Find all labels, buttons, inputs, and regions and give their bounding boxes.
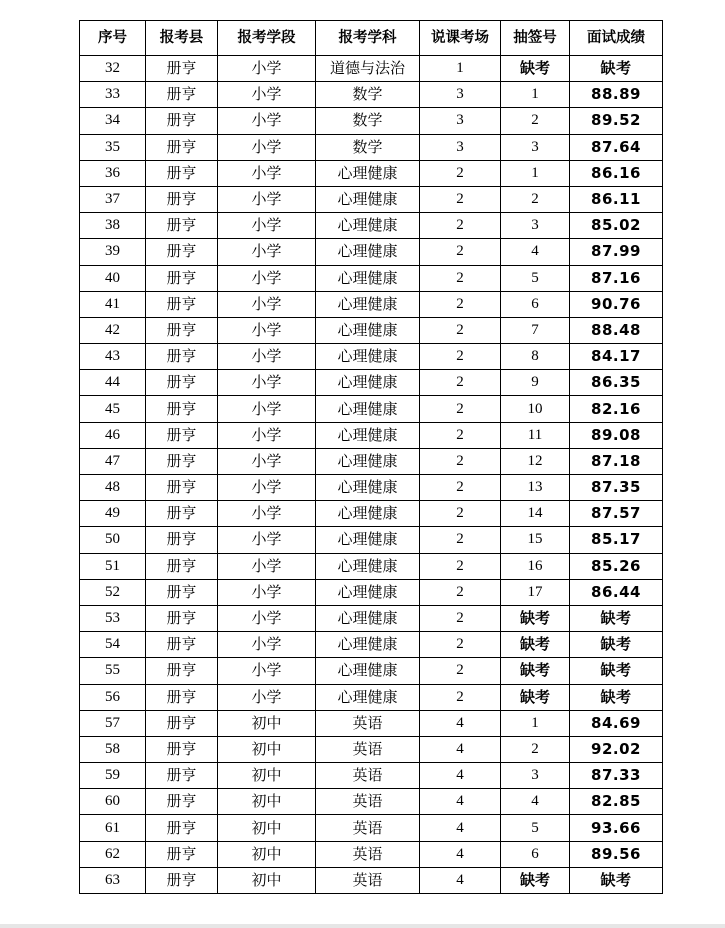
cell-score: 87.35: [570, 475, 663, 501]
cell-subject: 心理健康: [316, 422, 420, 448]
table-row: [80, 134, 663, 160]
cell-county: 册亨: [146, 108, 218, 134]
cell-county: 册亨: [146, 82, 218, 108]
cell-subject: 英语: [316, 710, 420, 736]
cell-county: 册亨: [146, 763, 218, 789]
table-row: [80, 841, 663, 867]
cell-draw-number: 13: [501, 475, 570, 501]
cell-county: 册亨: [146, 213, 218, 239]
table-row: [80, 396, 663, 422]
cell-room: 2: [420, 632, 501, 658]
cell-room: 4: [420, 710, 501, 736]
cell-stage: 初中: [218, 841, 316, 867]
table-row: [80, 736, 663, 762]
table-row: [80, 684, 663, 710]
cell-subject: 心理健康: [316, 239, 420, 265]
cell-score: 缺考: [570, 605, 663, 631]
cell-county: 册亨: [146, 501, 218, 527]
cell-room: 2: [420, 684, 501, 710]
cell-stage: 小学: [218, 344, 316, 370]
cell-county: 册亨: [146, 370, 218, 396]
cell-room: 2: [420, 605, 501, 631]
table-row: [80, 186, 663, 212]
cell-stage: 初中: [218, 736, 316, 762]
cell-room: 2: [420, 265, 501, 291]
cell-draw-number: 1: [501, 710, 570, 736]
cell-stage: 小学: [218, 56, 316, 82]
cell-stage: 初中: [218, 789, 316, 815]
cell-score: 缺考: [570, 658, 663, 684]
header-draw-number: 抽签号: [501, 21, 570, 56]
cell-room: 2: [420, 291, 501, 317]
cell-score: 93.66: [570, 815, 663, 841]
cell-stage: 小学: [218, 213, 316, 239]
cell-seq: 55: [80, 658, 146, 684]
cell-score: 86.35: [570, 370, 663, 396]
cell-stage: 小学: [218, 239, 316, 265]
cell-seq: 62: [80, 841, 146, 867]
cell-score: 87.18: [570, 448, 663, 474]
table-row: [80, 160, 663, 186]
cell-stage: 小学: [218, 265, 316, 291]
page-bottom-edge: [0, 924, 725, 928]
cell-stage: 小学: [218, 186, 316, 212]
cell-stage: 初中: [218, 815, 316, 841]
cell-draw-number: 缺考: [501, 632, 570, 658]
cell-score: 86.11: [570, 186, 663, 212]
cell-room: 2: [420, 422, 501, 448]
cell-stage: 小学: [218, 475, 316, 501]
cell-room: 2: [420, 186, 501, 212]
table-row: [80, 265, 663, 291]
header-county: 报考县: [146, 21, 218, 56]
cell-subject: 心理健康: [316, 579, 420, 605]
cell-subject: 心理健康: [316, 186, 420, 212]
cell-subject: 心理健康: [316, 632, 420, 658]
cell-subject: 心理健康: [316, 396, 420, 422]
table-row: [80, 317, 663, 343]
cell-stage: 小学: [218, 317, 316, 343]
cell-score: 缺考: [570, 684, 663, 710]
cell-subject: 心理健康: [316, 553, 420, 579]
cell-score: 缺考: [570, 56, 663, 82]
cell-room: 4: [420, 815, 501, 841]
cell-subject: 道德与法治: [316, 56, 420, 82]
cell-seq: 59: [80, 763, 146, 789]
cell-stage: 小学: [218, 501, 316, 527]
cell-room: 2: [420, 658, 501, 684]
cell-score: 87.57: [570, 501, 663, 527]
cell-room: 2: [420, 396, 501, 422]
cell-draw-number: 5: [501, 815, 570, 841]
table-row: [80, 527, 663, 553]
cell-county: 册亨: [146, 605, 218, 631]
cell-score: 89.08: [570, 422, 663, 448]
cell-county: 册亨: [146, 160, 218, 186]
cell-draw-number: 2: [501, 736, 570, 762]
cell-room: 2: [420, 553, 501, 579]
table-row: [80, 763, 663, 789]
table-row: [80, 867, 663, 893]
cell-stage: 小学: [218, 605, 316, 631]
cell-score: 82.85: [570, 789, 663, 815]
cell-room: 2: [420, 527, 501, 553]
cell-subject: 心理健康: [316, 684, 420, 710]
cell-county: 册亨: [146, 684, 218, 710]
table-row: [80, 422, 663, 448]
cell-seq: 60: [80, 789, 146, 815]
cell-room: 2: [420, 475, 501, 501]
cell-draw-number: 4: [501, 789, 570, 815]
cell-subject: 英语: [316, 815, 420, 841]
table-row: [80, 501, 663, 527]
cell-score: 87.33: [570, 763, 663, 789]
table-row: [80, 815, 663, 841]
cell-stage: 初中: [218, 763, 316, 789]
header-room: 说课考场: [420, 21, 501, 56]
cell-stage: 小学: [218, 291, 316, 317]
table-row: [80, 475, 663, 501]
cell-subject: 心理健康: [316, 317, 420, 343]
cell-room: 2: [420, 317, 501, 343]
cell-county: 册亨: [146, 579, 218, 605]
cell-score: 缺考: [570, 632, 663, 658]
table-row: [80, 789, 663, 815]
table-row: [80, 658, 663, 684]
cell-stage: 小学: [218, 448, 316, 474]
cell-draw-number: 缺考: [501, 867, 570, 893]
cell-draw-number: 14: [501, 501, 570, 527]
cell-draw-number: 9: [501, 370, 570, 396]
table-row: [80, 82, 663, 108]
cell-draw-number: 缺考: [501, 658, 570, 684]
cell-seq: 53: [80, 605, 146, 631]
cell-seq: 54: [80, 632, 146, 658]
cell-subject: 心理健康: [316, 370, 420, 396]
cell-county: 册亨: [146, 56, 218, 82]
cell-draw-number: 8: [501, 344, 570, 370]
cell-room: 4: [420, 763, 501, 789]
header-seq: 序号: [80, 21, 146, 56]
cell-subject: 心理健康: [316, 448, 420, 474]
cell-room: 4: [420, 736, 501, 762]
cell-seq: 61: [80, 815, 146, 841]
cell-draw-number: 15: [501, 527, 570, 553]
table-row: [80, 579, 663, 605]
cell-stage: 小学: [218, 684, 316, 710]
header-row: [80, 21, 663, 56]
cell-stage: 小学: [218, 108, 316, 134]
cell-seq: 38: [80, 213, 146, 239]
cell-county: 册亨: [146, 632, 218, 658]
cell-seq: 37: [80, 186, 146, 212]
cell-draw-number: 6: [501, 291, 570, 317]
table-row: [80, 553, 663, 579]
cell-stage: 初中: [218, 710, 316, 736]
cell-seq: 39: [80, 239, 146, 265]
cell-seq: 58: [80, 736, 146, 762]
cell-room: 2: [420, 579, 501, 605]
cell-score: 87.64: [570, 134, 663, 160]
cell-score: 85.26: [570, 553, 663, 579]
cell-subject: 心理健康: [316, 527, 420, 553]
cell-county: 册亨: [146, 841, 218, 867]
cell-score: 87.99: [570, 239, 663, 265]
cell-seq: 47: [80, 448, 146, 474]
cell-subject: 心理健康: [316, 344, 420, 370]
cell-score: 86.44: [570, 579, 663, 605]
cell-room: 2: [420, 344, 501, 370]
table-row: [80, 56, 663, 82]
cell-draw-number: 缺考: [501, 684, 570, 710]
cell-seq: 46: [80, 422, 146, 448]
cell-draw-number: 10: [501, 396, 570, 422]
cell-seq: 35: [80, 134, 146, 160]
cell-room: 2: [420, 370, 501, 396]
table-row: [80, 239, 663, 265]
cell-subject: 数学: [316, 134, 420, 160]
cell-subject: 心理健康: [316, 501, 420, 527]
cell-draw-number: 12: [501, 448, 570, 474]
cell-county: 册亨: [146, 448, 218, 474]
cell-seq: 42: [80, 317, 146, 343]
cell-county: 册亨: [146, 422, 218, 448]
cell-stage: 小学: [218, 82, 316, 108]
cell-draw-number: 1: [501, 160, 570, 186]
table-row: [80, 370, 663, 396]
cell-county: 册亨: [146, 186, 218, 212]
cell-seq: 44: [80, 370, 146, 396]
cell-stage: 小学: [218, 579, 316, 605]
cell-draw-number: 3: [501, 134, 570, 160]
cell-subject: 英语: [316, 841, 420, 867]
cell-seq: 43: [80, 344, 146, 370]
cell-draw-number: 7: [501, 317, 570, 343]
cell-room: 2: [420, 501, 501, 527]
cell-subject: 英语: [316, 789, 420, 815]
cell-score: 88.48: [570, 317, 663, 343]
table-row: [80, 605, 663, 631]
cell-stage: 小学: [218, 396, 316, 422]
cell-subject: 数学: [316, 82, 420, 108]
cell-county: 册亨: [146, 789, 218, 815]
cell-seq: 34: [80, 108, 146, 134]
cell-county: 册亨: [146, 344, 218, 370]
cell-seq: 45: [80, 396, 146, 422]
table-row: [80, 291, 663, 317]
cell-seq: 56: [80, 684, 146, 710]
cell-stage: 小学: [218, 527, 316, 553]
cell-score: 84.69: [570, 710, 663, 736]
cell-score: 86.16: [570, 160, 663, 186]
table-row: [80, 108, 663, 134]
cell-draw-number: 6: [501, 841, 570, 867]
cell-room: 3: [420, 82, 501, 108]
cell-stage: 小学: [218, 658, 316, 684]
cell-county: 册亨: [146, 736, 218, 762]
cell-seq: 63: [80, 867, 146, 893]
cell-room: 1: [420, 56, 501, 82]
cell-county: 册亨: [146, 475, 218, 501]
cell-seq: 50: [80, 527, 146, 553]
cell-score: 84.17: [570, 344, 663, 370]
cell-subject: 心理健康: [316, 605, 420, 631]
cell-draw-number: 11: [501, 422, 570, 448]
cell-score: 90.76: [570, 291, 663, 317]
cell-draw-number: 3: [501, 763, 570, 789]
cell-room: 2: [420, 160, 501, 186]
cell-seq: 41: [80, 291, 146, 317]
cell-county: 册亨: [146, 291, 218, 317]
cell-county: 册亨: [146, 317, 218, 343]
cell-room: 4: [420, 867, 501, 893]
cell-stage: 初中: [218, 867, 316, 893]
cell-score: 85.17: [570, 527, 663, 553]
cell-subject: 心理健康: [316, 160, 420, 186]
cell-seq: 32: [80, 56, 146, 82]
cell-subject: 心理健康: [316, 658, 420, 684]
cell-stage: 小学: [218, 160, 316, 186]
cell-subject: 心理健康: [316, 265, 420, 291]
cell-stage: 小学: [218, 422, 316, 448]
cell-seq: 57: [80, 710, 146, 736]
cell-seq: 33: [80, 82, 146, 108]
cell-draw-number: 1: [501, 82, 570, 108]
cell-score: 92.02: [570, 736, 663, 762]
cell-county: 册亨: [146, 553, 218, 579]
header-score: 面试成绩: [570, 21, 663, 56]
cell-draw-number: 5: [501, 265, 570, 291]
cell-draw-number: 2: [501, 108, 570, 134]
cell-score: 缺考: [570, 867, 663, 893]
cell-room: 2: [420, 448, 501, 474]
table-row: [80, 213, 663, 239]
cell-county: 册亨: [146, 396, 218, 422]
interview-results-table: [79, 20, 663, 894]
cell-county: 册亨: [146, 527, 218, 553]
cell-draw-number: 3: [501, 213, 570, 239]
cell-room: 2: [420, 239, 501, 265]
cell-draw-number: 16: [501, 553, 570, 579]
cell-subject: 英语: [316, 763, 420, 789]
cell-draw-number: 缺考: [501, 56, 570, 82]
cell-seq: 36: [80, 160, 146, 186]
cell-subject: 英语: [316, 736, 420, 762]
table-row: [80, 344, 663, 370]
cell-county: 册亨: [146, 867, 218, 893]
cell-subject: 英语: [316, 867, 420, 893]
cell-room: 4: [420, 841, 501, 867]
table-row: [80, 632, 663, 658]
cell-subject: 心理健康: [316, 213, 420, 239]
cell-subject: 数学: [316, 108, 420, 134]
cell-score: 89.52: [570, 108, 663, 134]
cell-stage: 小学: [218, 134, 316, 160]
cell-county: 册亨: [146, 815, 218, 841]
cell-county: 册亨: [146, 265, 218, 291]
cell-seq: 51: [80, 553, 146, 579]
cell-draw-number: 4: [501, 239, 570, 265]
header-subject: 报考学科: [316, 21, 420, 56]
cell-score: 85.02: [570, 213, 663, 239]
cell-score: 82.16: [570, 396, 663, 422]
cell-score: 87.16: [570, 265, 663, 291]
cell-score: 88.89: [570, 82, 663, 108]
cell-county: 册亨: [146, 658, 218, 684]
cell-room: 2: [420, 213, 501, 239]
cell-score: 89.56: [570, 841, 663, 867]
header-stage: 报考学段: [218, 21, 316, 56]
cell-county: 册亨: [146, 134, 218, 160]
cell-seq: 40: [80, 265, 146, 291]
cell-subject: 心理健康: [316, 291, 420, 317]
table-row: [80, 710, 663, 736]
cell-stage: 小学: [218, 370, 316, 396]
cell-county: 册亨: [146, 239, 218, 265]
cell-stage: 小学: [218, 553, 316, 579]
cell-seq: 52: [80, 579, 146, 605]
cell-county: 册亨: [146, 710, 218, 736]
cell-draw-number: 17: [501, 579, 570, 605]
cell-room: 3: [420, 108, 501, 134]
cell-seq: 49: [80, 501, 146, 527]
cell-room: 4: [420, 789, 501, 815]
table-row: [80, 448, 663, 474]
cell-room: 3: [420, 134, 501, 160]
cell-draw-number: 缺考: [501, 605, 570, 631]
cell-stage: 小学: [218, 632, 316, 658]
cell-draw-number: 2: [501, 186, 570, 212]
cell-seq: 48: [80, 475, 146, 501]
cell-subject: 心理健康: [316, 475, 420, 501]
